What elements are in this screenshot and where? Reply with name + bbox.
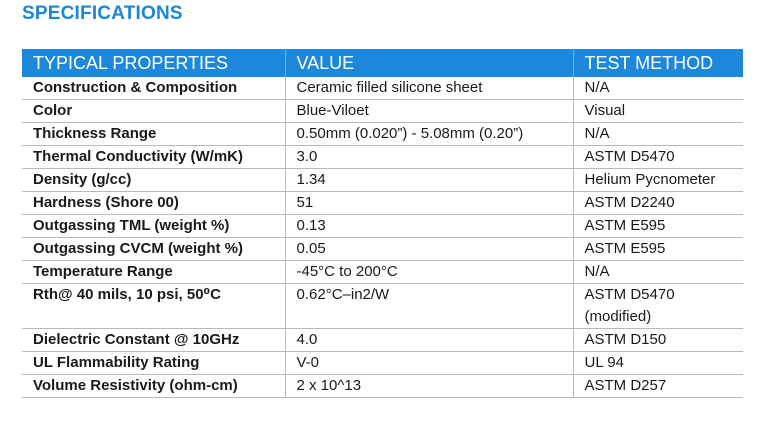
test-method-cell <box>573 375 743 398</box>
column-header-property: TYPICAL PROPERTIES <box>22 49 285 77</box>
table-row <box>22 192 743 215</box>
value-cell: 51 <box>285 192 573 215</box>
value-cell: 1.34 <box>285 169 573 192</box>
table-row <box>22 146 743 169</box>
table-row <box>22 261 743 284</box>
test-method-text: N/A <box>584 263 610 280</box>
test-method-cell <box>573 238 743 261</box>
test-method-text: ASTM D5470 <box>584 148 675 165</box>
table-row <box>22 352 743 375</box>
value-cell: V-0 <box>285 352 573 375</box>
test-method-text: ASTM D257 <box>584 377 667 394</box>
table-row <box>22 284 743 329</box>
property-cell: Outgassing TML (weight %) <box>22 215 285 238</box>
property-cell: Thermal Conductivity (W/mK) <box>22 146 285 169</box>
test-method-text: ASTM D2240 <box>584 194 675 211</box>
value-cell: 2 x 10^13 <box>285 375 573 398</box>
table-body <box>22 77 743 398</box>
test-method-text: ASTM D5470 <box>584 286 675 303</box>
value-cell: 0.62°C–in2/W <box>285 284 573 329</box>
property-cell: Outgassing CVCM (weight %) <box>22 238 285 261</box>
test-method-text: N/A <box>584 79 610 96</box>
property-cell: Hardness (Shore 00) <box>22 192 285 215</box>
test-method-note: (modified) <box>584 308 652 325</box>
test-method-text: Visual <box>584 102 626 119</box>
table-row <box>22 215 743 238</box>
test-method-cell <box>573 215 743 238</box>
value-cell: 4.0 <box>285 329 573 352</box>
test-method-cell <box>573 146 743 169</box>
value-cell: 0.13 <box>285 215 573 238</box>
table-row <box>22 123 743 146</box>
property-cell: Construction & Composition <box>22 77 285 100</box>
table-row <box>22 375 743 398</box>
test-method-cell <box>573 352 743 375</box>
test-method-cell <box>573 77 743 100</box>
test-method-cell <box>573 192 743 215</box>
value-cell: Ceramic filled silicone sheet <box>285 77 573 100</box>
property-cell: Thickness Range <box>22 123 285 146</box>
table-row <box>22 169 743 192</box>
property-cell: Color <box>22 100 285 123</box>
value-cell: 0.50mm (0.020”) - 5.08mm (0.20”) <box>285 123 573 146</box>
value-cell: Blue-Viloet <box>285 100 573 123</box>
property-cell: Dielectric Constant @ 10GHz <box>22 329 285 352</box>
column-header-test-method: TEST METHOD <box>584 52 714 73</box>
test-method-cell <box>573 169 743 192</box>
column-header-value: VALUE <box>285 49 573 77</box>
value-cell: 0.05 <box>285 238 573 261</box>
table-row <box>22 329 743 352</box>
table-row <box>22 77 743 100</box>
value-cell: -45°C to 200°C <box>285 261 573 284</box>
test-method-text: ASTM D150 <box>584 331 667 348</box>
test-method-text: ASTM E595 <box>584 240 666 257</box>
value-cell: 3.0 <box>285 146 573 169</box>
specifications-table <box>22 49 743 398</box>
test-method-text: N/A <box>584 125 610 142</box>
property-cell: Temperature Range <box>22 261 285 284</box>
table-row <box>22 238 743 261</box>
test-method-cell <box>573 261 743 284</box>
property-cell: UL Flammability Rating <box>22 352 285 375</box>
page-title: SPECIFICATIONS <box>22 3 183 24</box>
property-cell: Volume Resistivity (ohm-cm) <box>22 375 285 398</box>
test-method-text: UL 94 <box>584 354 624 371</box>
test-method-text: Helium Pycnometer <box>584 171 716 188</box>
table-header-row <box>22 49 743 77</box>
test-method-text: ASTM E595 <box>584 217 666 234</box>
test-method-cell <box>573 329 743 352</box>
test-method-cell <box>573 100 743 123</box>
test-method-cell <box>573 284 743 329</box>
test-method-cell <box>573 123 743 146</box>
property-cell: Rth@ 40 mils, 10 psi, 50⁰C <box>22 284 285 329</box>
property-cell: Density (g/cc) <box>22 169 285 192</box>
table-row <box>22 100 743 123</box>
